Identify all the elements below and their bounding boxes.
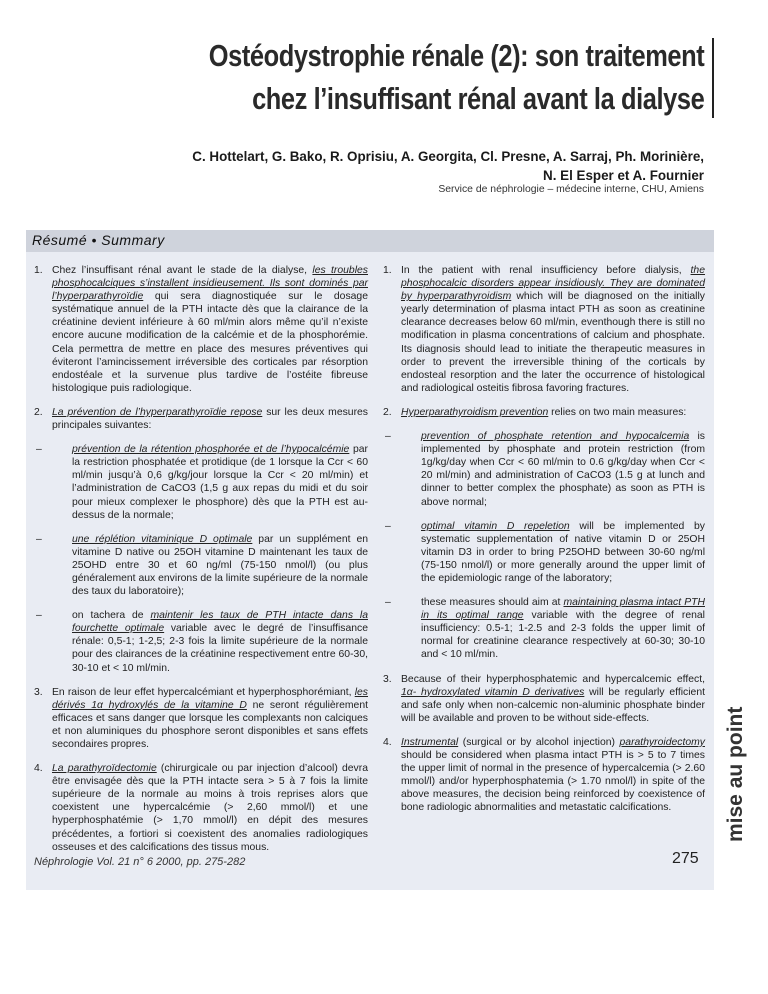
fr-point-1 [34,264,368,395]
en-point-4-number: 4. [383,736,392,748]
dash: – [385,520,391,532]
en-subpoint-1-highlight: prevention of phosphate retention and hypocalcemia [421,431,690,443]
dash: – [36,444,42,456]
summary-banner [26,230,714,252]
en-subpoint-1-text: is implemented by phosphate and protein restriction (from 1g/kg/day when Ccr < 60 ml/min to 0.6 g/kg/day when Ccr < 20 ml/min) and administration of CaCO3 (1.5 g at lunch and dinner to better complex the phosphate) as soon as PTH is above normal; [421,431,705,508]
summary-banner-label: Résumé • Summary [32,232,165,248]
en-subpoint-3-text-cont: variable with the degree of renal insufficiency: 0.5-1; 1-2.5 and 2-3 folds the upper limit of normal for creatinine clearance respectively at 60-30; 30-10 and < 10 ml/min. [421,610,705,661]
fr-subpoint-1-highlight: prévention de la rétention phosphorée et de l’hypocalcémie [72,444,350,456]
en-subpoint-3 [383,596,705,661]
en-point-4 [383,736,705,815]
authors [64,147,704,185]
fr-point-2-number: 2. [34,406,43,418]
en-point-1-highlight: the phosphocalcic disorders appear insidiously. They are dominated by hyperparathyroidism [401,265,705,303]
en-point-3-highlight: 1α- hydroxylated vitamin D derivatives [401,686,585,698]
english-summary-column [383,264,705,825]
fr-point-3-number: 3. [34,686,43,698]
fr-subpoint-1-text: par la restriction phosphatée et protidique (de 1 lorsque la Ccr < 60 ml/min jusqu’à 0,6 g/kg/jour lorsque la Ccr < 20 ml/min) et l’administration de CaCO3 (1,5 g aux repas du midi et du soir pour mieux complexer le phosphore) dès que la PTH est au-dessus de la normale; [72,444,369,521]
fr-point-1-text: Chez l’insuffisant rénal avant le stade de la dialyse, [52,265,313,276]
fr-subpoint-2 [34,533,368,598]
page-number: 275 [672,850,699,867]
fr-subpoint-3-text: on tachera de [72,610,151,622]
summary-panel [26,230,714,890]
fr-point-1-number: 1. [34,265,43,276]
fr-point-1-highlight: les troubles phosphocalciques s’installent insidieusement. Ils sont dominés par l’hyperparathyroïdie [52,265,368,303]
fr-point-2-highlight: La prévention de l’hyperparathyroïdie repose [52,406,263,418]
french-summary-column [34,264,368,865]
en-point-1-number: 1. [383,265,392,276]
en-point-4-highlight-2: parathyroidectomy [619,736,705,748]
dash: – [36,533,42,545]
en-point-1-text-cont: which will be diagnosed on the initially yearly determination of plasma intact PTH as soon as creatinine clearance decreases below 60 ml/min, eventhough there is still no modification in plasma concentrations of calcium and phosphate. Its diagnosis should lead to initiate the therapeutic measures in order to prevent the irreversible thining of the corticals by endosteal resorption and the later the occurrence of histological and radiological osteitis fibrosa favoring fractures. [401,291,705,394]
dash: – [385,597,391,609]
en-point-2-number: 2. [383,406,392,418]
fr-subpoint-1 [34,443,368,522]
en-point-3-text-cont: will be regularly efficient and safe only when non-calcemic non-aluminic phosphate binder will be available and proven to be without side-effects. [401,686,705,724]
fr-subpoint-2-highlight: une réplétion vitaminique D optimale [72,533,253,545]
section-sidebar-label: mise au point [724,706,747,842]
fr-point-3 [34,686,368,751]
affiliation: Service de néphrologie – médecine interne, CHU, Amiens [438,184,704,195]
fr-point-4 [34,762,368,854]
en-point-2 [383,406,705,419]
en-subpoint-2-text: will be implemented by systematic supplementation of native vitamin D or 25OH vitamin D3 in order to bring P25OHD between 30-60 ng/ml (75-150 nmol/l) or more generally around the upper limit of the epidemiologic range of the laboratory; [421,520,705,584]
fr-point-2 [34,406,368,432]
en-point-4-highlight: Instrumental [401,736,459,748]
en-subpoint-3-text: these measures should aim at [421,597,564,609]
en-subpoint-1 [383,430,705,509]
fr-point-4-number: 4. [34,763,43,775]
journal-citation: Néphrologie Vol. 21 n° 6 2000, pp. 275-282 [34,856,246,868]
en-point-2-text: relies on two main measures: [548,406,687,418]
authors-line-1: C. Hottelart, G. Bako, R. Oprisiu, A. Georgita, Cl. Presne, A. Sarraj, Ph. Morinière, [192,149,704,164]
article-title [208,34,704,120]
fr-point-4-text: (chirurgicale ou par injection d’alcool) devra être envisagée dès que la PTH intacte sera > 5 à 7 fois la limite supérieure de la normale au moins à trois reprises alors que coexistent une hypercalcémie (> 2,60 mmol/l) et une hyperphosphatémie (> 1,70 mmol/l) en dépit des mesures précédentes, a fortiori si coexistent des anomalies radiologiques osseuses et des calcifications des tissus mous. [52,763,368,853]
title-line-1: Ostéodystrophie rénale (2): son traitement [208,38,704,73]
en-subpoint-2-highlight: optimal vitamin D repeletion [421,520,570,532]
fr-subpoint-3-text-cont: variable avec le degré de l’insuffisance rénale: 0,5-1; 1-2,5; 2-3 fois la limite supérieure de la normale pour des clairances de la créatinine respectivement entre 60-30, 30-10 et < 10 ml/min. [72,623,368,674]
dash: – [36,610,42,622]
authors-line-2: N. El Esper et A. Fournier [543,168,704,183]
fr-subpoint-3 [34,609,368,674]
fr-point-3-text-cont: ne seront régulièrement efficaces et sans danger que lorsque les complexants non calciques et non aluminiques du phosphore seront disponibles et sans effets secondaires propres. [52,699,368,750]
fr-subpoint-3-highlight: maintenir les taux de PTH intacte dans la fourchette optimale [72,610,369,635]
fr-subpoint-2-text: par un supplément en vitamine D native ou 25OH vitamine D maintenant les taux de 25OHD entre 30 et 60 ng/ml (75-150 nmol/l) (ou plus généralement aux environs de la limite supérieure de la normale des taux du laboratoire); [72,533,369,598]
en-point-4-text-cont: should be considered when plasma intact PTH is > 5 to 7 times the upper limit of normal in the presence of hypercalcemia (> 2.60 mmol/l) and/or hyperphosphatemia (> 1.70 nmol/l) in spite of the above measures, the decision being reinforced by coexistence of bone radiologic abnormalities and metastatic calcifications. [401,750,705,814]
en-point-2-highlight: Hyperparathyroidism prevention [401,406,549,418]
fr-point-3-text: En raison de leur effet hypercalcémiant et hyperphosphorémiant, [52,686,355,698]
en-point-3-text: Because of their hyperphosphatemic and hypercalcemic effect, [401,673,705,685]
en-subpoint-2 [383,520,705,585]
fr-point-4-highlight: La parathyroïdectomie [52,763,157,775]
title-line-2: chez l’insuffisant rénal avant la dialyse [251,81,704,116]
section-sidebar [722,706,750,842]
en-point-3 [383,673,705,725]
fr-point-1-text-cont: qui sera diagnostiquée sur le dosage systématique annuel de la PTH intacte dès que la clairance de la créatinine devient inférieure à 60 ml/min alors même qu’il n’existe encore aucune modification de la calcémie et de la phosphorémie. Cela permettra de mettre en place des mesures préventives qui éviteront l’amincissement irréversible des corticales par résorption endostéale et la survenue plus tardive de l’ostéite fibreuse histologique puis radiologique. [52,291,368,394]
fr-point-3-highlight: les dérivés 1α hydroxylés de la vitamine D [52,686,368,711]
title-rule [712,38,714,118]
en-point-1 [383,264,705,395]
dash: – [385,431,391,443]
en-point-1-text: In the patient with renal insufficiency before dialysis, [401,265,691,276]
en-point-3-number: 3. [383,673,392,685]
en-subpoint-3-highlight: maintaining plasma intact PTH in its optimal range [421,597,705,622]
fr-point-2-text: sur les deux mesures principales suivantes: [52,406,369,432]
en-point-4-text: (surgical or by alcohol injection) [458,736,620,748]
